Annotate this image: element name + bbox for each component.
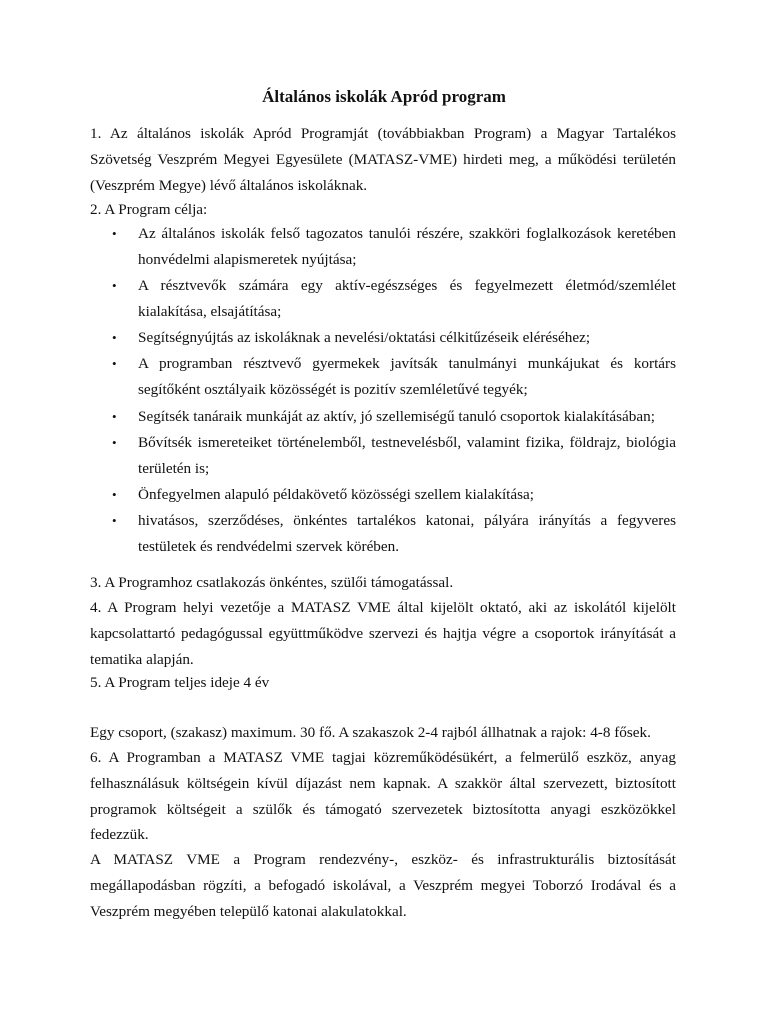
paragraph-matasz-agreement: A MATASZ VME a Program rendezvény-, eszköz- és infrastrukturális biztosítását megállapodásban rögzíti, a befogadó iskolával, a Veszprém megyei Toborzó Irodával és a Veszprém megyében települő katonai alakulatokkal. [90,851,676,920]
paragraph-6: 6. A Programban a MATASZ VME tagjai közreműködésükért, a felmerülő eszköz, anyag felhasználásuk költségein kívül díjazást nem kapnak. A szakkör által szervezett, biztosított programok költségeit a szülők és támogató szervezetek biztosította anyagi eszközökkel fedezzük. [90,749,676,844]
bullet-icon: • [112,330,117,346]
goal-text: Segítsék tanáraik munkáját az aktív, jó szellemiségű tanuló csoportok kialakításában; [138,407,655,425]
goal-item [90,325,676,351]
paragraph-5: 5. A Program teljes ideje 4 év [90,674,270,691]
goal-item [90,273,676,325]
goal-item [90,351,676,403]
goal-text: Bővítsék ismereteiket történelemből, testnevelésből, valamint fizika, földrajz, biológia területén is; [138,433,676,477]
paragraph-1: 1. Az általános iskolák Apród Programját (továbbiakban Program) a Magyar Tartalékos Szövetség Veszprém Megyei Egyesülete (MATASZ-VME) hirdeti meg, a működési területén (Veszprém Megye) lévő általános iskoláknak. [90,125,676,194]
goal-text: hivatásos, szerződéses, önkéntes tartalékos katonai, pályára irányítás a fegyveres testületek és rendvédelmi szervek körében. [138,512,676,556]
bullet-icon: • [112,226,117,241]
paragraph-group-size: Egy csoport, (szakasz) maximum. 30 fő. A szakaszok 2-4 rajból állhatnak a rajok: 4-8 fősek. [90,724,651,741]
goal-item [90,430,676,482]
paragraph-4: 4. A Program helyi vezetője a MATASZ VME által kijelölt oktató, aki az iskolától kijelölt kapcsolattartó pedagógussal együttműködve szervezi és hajtja végre a csoportok irányítását a tematika alapján. [90,599,676,668]
bullet-icon: • [112,486,117,502]
goal-text: Az általános iskolák felső tagozatos tanulói részére, szakköri foglalkozások keretében honvédelmi alapismeretek nyújtása; [138,225,676,268]
goal-item [90,482,676,508]
paragraph-3: 3. A Programhoz csatlakozás önkéntes, szülői támogatással. [90,574,454,591]
bullet-icon: • [112,513,117,529]
goal-text: Segítségnyújtás az iskoláknak a nevelési/oktatási célkitűzéseik eléréséhez; [138,329,591,347]
goal-text: A résztvevők számára egy aktív-egészséges és fegyelmezett életmód/szemlélet kialakítása, elsajátítása; [138,277,676,320]
goals-heading: 2. A Program célja: [90,201,208,218]
bullet-icon: • [112,434,117,450]
bullet-icon: • [112,278,117,294]
document-title: Általános iskolák Apród program [262,87,506,106]
goal-item [90,404,676,430]
bullet-icon: • [112,356,117,372]
goals-list [90,221,676,560]
bullet-icon: • [112,408,117,424]
goal-text: A programban résztvevő gyermekek javítsák tanulmányi munkájukat és kortárs segítőként osztályaik közösségét is pozitív szemléletűvé tegyék; [138,355,676,399]
goal-item [90,221,676,273]
goal-item [90,508,676,560]
goal-text: Önfegyelmen alapuló példakövető közösségi szellem kialakítása; [138,485,535,503]
